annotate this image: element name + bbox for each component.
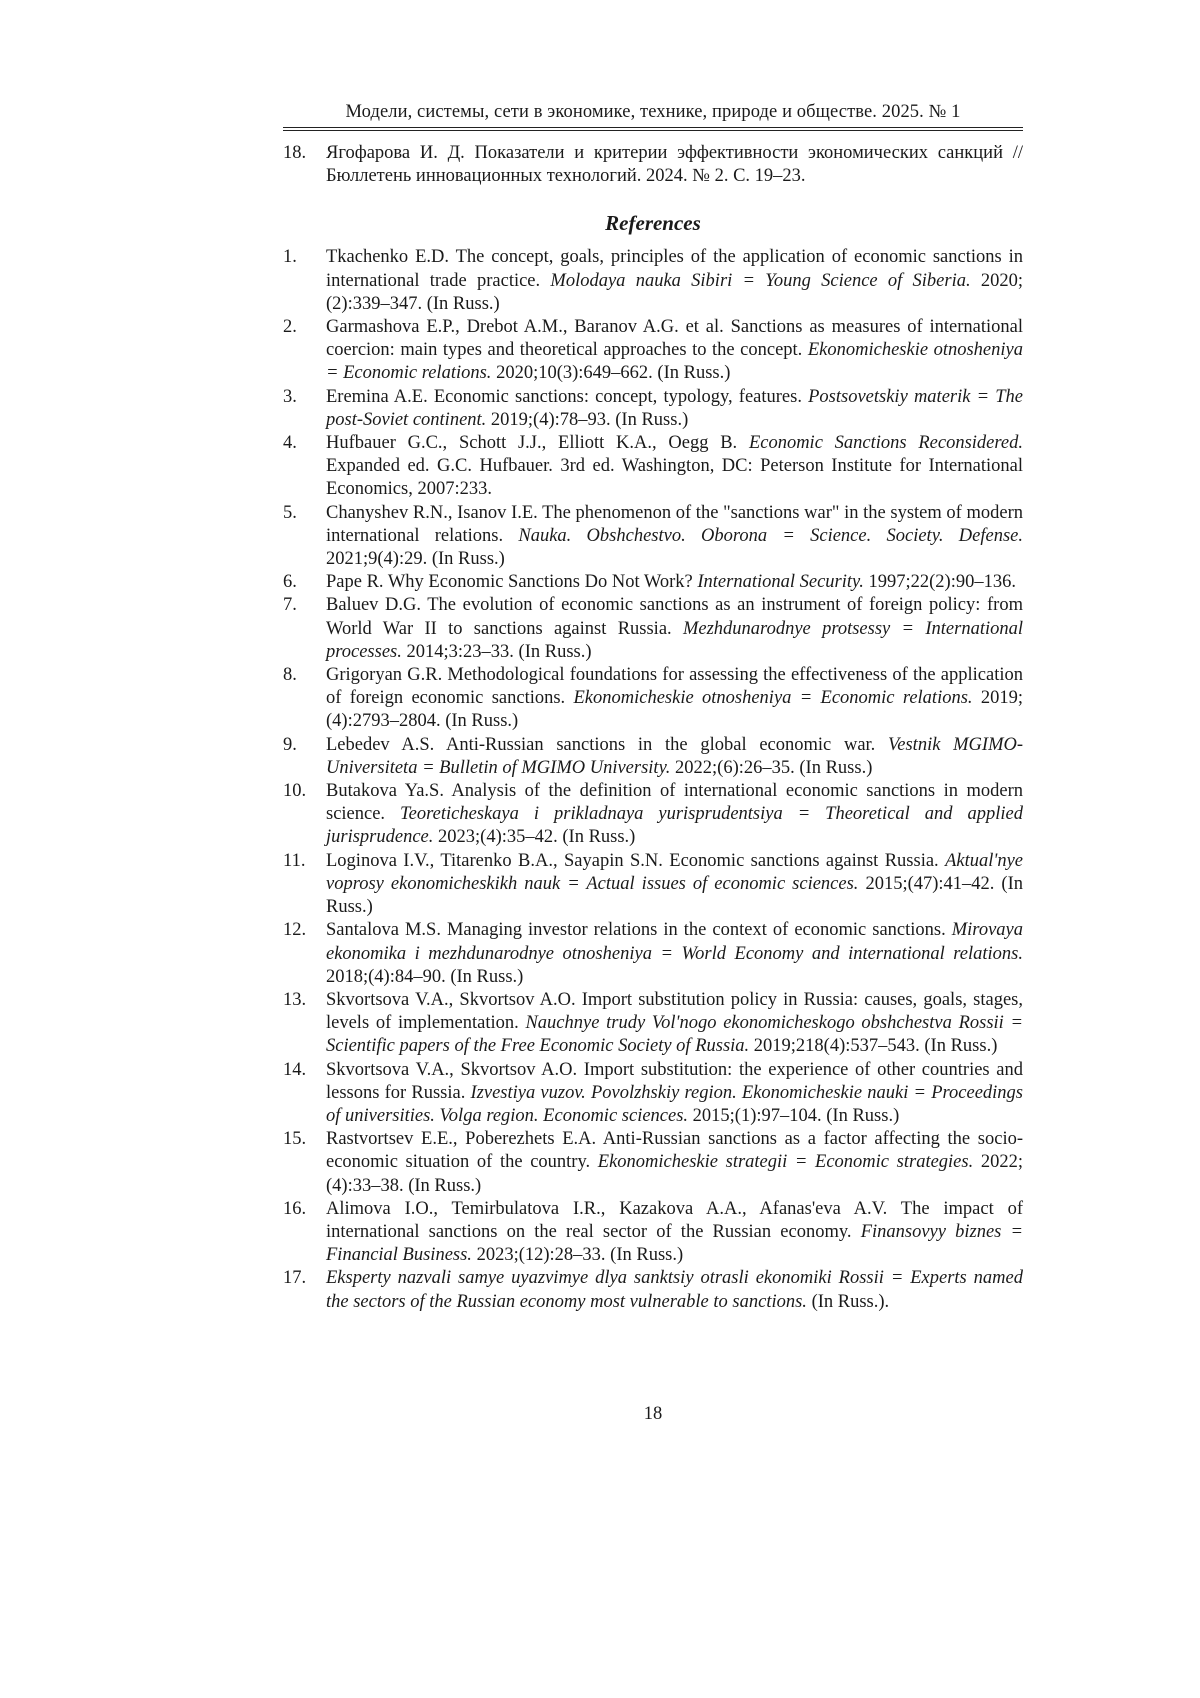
reference-details: 2023;(4):35–42. (In Russ.) [433, 827, 636, 848]
reference-details: 2015;(1):97–104. (In Russ.) [688, 1105, 900, 1126]
reference-number: 8. [283, 665, 297, 686]
reference-number: 3. [283, 386, 297, 407]
reference-authors-title: Lebedev A.S. Anti-Russian sanctions in the global economic war. [326, 734, 889, 755]
reference-source: Ekonomicheskie strategii = Economic strategies. [597, 1152, 974, 1173]
reference-text [326, 1268, 1023, 1311]
reference-source: Izvestiya vuzov. Povolzhskiy region. Ekonomicheskie nauki = Proceedings of universities. Volga region. Economic sciences. [326, 1082, 1023, 1126]
reference-text [326, 433, 1023, 499]
reference-authors-title: Pape R. Why Economic Sanctions Do Not Work? [326, 572, 698, 593]
reference-item [283, 1128, 1023, 1198]
reference-number: 13. [283, 989, 307, 1010]
reference-authors-title: Rastvortsev E.E., Poberezhets E.A. Anti-Russian sanctions as a factor affecting the socio-economic situation of the country. [326, 1129, 1023, 1173]
reference-text [326, 665, 1023, 731]
reference-text [326, 595, 1023, 661]
reference-authors-title: Eremina A.E. Economic sanctions: concept, typology, features. [326, 386, 809, 407]
reference-details: 2019;(4):78–93. (In Russ.) [486, 409, 689, 430]
reference-source: Aktual'nye voprosy ekonomicheskikh nauk = Actual issues of economic sciences. [326, 850, 1023, 894]
reference-item [283, 989, 1023, 1059]
reference-item [283, 1267, 1023, 1313]
page-number: 18 [643, 1404, 663, 1424]
running-header: Модели, системы, сети в экономике, технике, природе и обществе. 2025. № 1 [345, 102, 961, 122]
reference-details: 2015;(47):41–42. (In Russ.) [326, 873, 1023, 918]
reference-details: 2020;10(3):649–662. (In Russ.) [491, 363, 731, 384]
reference-text [326, 1199, 1023, 1265]
reference-authors-title: Tkachenko E.D. The concept, goals, principles of the application of economic sanctions in international trade practice. [326, 247, 1023, 291]
reference-source: Vestnik MGIMO-Universiteta = Bulletin of MGIMO University. [326, 734, 1024, 778]
reference-source: Ekonomicheskie otnosheniya = Economic relations. [326, 340, 1023, 384]
reference-number: 1. [283, 247, 297, 268]
reference-item [283, 850, 1023, 920]
reference-number: 6. [283, 572, 297, 593]
reference-item [283, 1198, 1023, 1268]
reference-item [283, 502, 1023, 572]
reference-number: 7. [283, 595, 297, 616]
reference-source: Ekonomicheskie otnosheniya = Economic relations. [573, 688, 973, 709]
reference-number: 9. [283, 734, 297, 755]
reference-number: 11. [283, 850, 306, 871]
reference-item [283, 432, 1023, 502]
russian-reference-list [283, 142, 1023, 188]
reference-text [326, 920, 1023, 986]
reference-item [283, 664, 1023, 734]
reference-source: Eksperty nazvali samye uyazvimye dlya sanktsiy otrasli ekonomiki Rossii = Experts named the sectors of the Russian economy most vulnerable to sanctions. [326, 1268, 1023, 1312]
reference-item [283, 919, 1023, 989]
english-reference-list [283, 246, 1023, 1313]
reference-number: 18. [283, 143, 307, 163]
reference-source: Postsovetskiy materik = The post-Soviet continent. [326, 386, 1023, 430]
reference-details: 2020;(2):339–347. (In Russ.) [326, 270, 1024, 314]
page-content [283, 142, 1023, 1314]
reference-authors-title: Loginova I.V., Titarenko B.A., Sayapin S.N. Economic sanctions against Russia. [326, 850, 946, 871]
references-heading: References [605, 211, 701, 236]
reference-item [283, 246, 1023, 316]
reference-item [283, 386, 1023, 432]
reference-text [326, 781, 1023, 847]
reference-details: 2019;(4):2793–2804. (In Russ.) [326, 688, 1024, 732]
reference-item [283, 780, 1023, 850]
header-rule [283, 127, 1023, 128]
reference-source: Mezhdunarodnye protsessy = International processes. [326, 618, 1023, 662]
reference-number: 17. [283, 1268, 307, 1289]
reference-number: 14. [283, 1059, 307, 1080]
reference-source: Mirovaya ekonomika i mezhdunarodnye otnosheniya = World Economy and international relations. [326, 920, 1023, 964]
reference-text [326, 317, 1023, 383]
reference-source: Nauchnye trudy Vol'nogo ekonomicheskogo obshchestva Rossii = Scientific papers of the Free Economic Society of Russia. [326, 1013, 1023, 1057]
reference-item [283, 734, 1023, 780]
header-rule-secondary [283, 130, 1023, 131]
reference-text [326, 503, 1023, 569]
reference-details: 1997;22(2):90–136. [863, 572, 1016, 593]
reference-authors-title: Skvortsova V.A., Skvortsov A.O. Import substitution: the experience of other countries and lessons for Russia. [326, 1059, 1023, 1103]
reference-details: Expanded ed. G.C. Hufbauer. 3rd ed. Washington, DC: Peterson Institute for International Economics, 2007:233. [326, 456, 1023, 500]
reference-item [283, 316, 1023, 386]
reference-details: 2014;3:23–33. (In Russ.) [401, 641, 592, 662]
reference-authors-title: Grigoryan G.R. Methodological foundations for assessing the effectiveness of the application of foreign economic sanctions. [326, 665, 1023, 709]
reference-item [283, 594, 1023, 664]
reference-item [283, 571, 1023, 594]
reference-text [326, 572, 1016, 592]
reference-number: 15. [283, 1129, 307, 1150]
reference-authors-title: Skvortsova V.A., Skvortsov A.O. Import substitution policy in Russia: causes, goals, stages, levels of implementation. [326, 989, 1023, 1034]
reference-text [326, 387, 1023, 430]
reference-authors-title: Chanyshev R.N., Isanov I.E. The phenomenon of the "sanctions war" in the system of modern international relations. [326, 502, 1023, 546]
reference-authors-title: Baluev D.G. The evolution of economic sanctions as an instrument of foreign policy: from World War II to sanctions against Russia. [326, 595, 1023, 639]
reference-details: 2022;(6):26–35. (In Russ.) [670, 757, 873, 778]
reference-details: 2023;(12):28–33. (In Russ.) [471, 1245, 684, 1266]
reference-number: 4. [283, 433, 297, 454]
reference-authors-title: Alimova I.O., Temirbulatova I.R., Kazakova A.A., Afanas'eva A.V. The impact of international sanctions on the real sector of the Russian economy. [326, 1198, 1023, 1242]
reference-text [326, 1129, 1023, 1195]
reference-authors-title: Garmashova E.P., Drebot A.M., Baranov A.G. et al. Sanctions as measures of international coercion: main types and theoretical approaches to the concept. [326, 317, 1023, 361]
reference-item [283, 142, 1023, 188]
reference-number: 12. [283, 920, 307, 941]
reference-source: Economic Sanctions Reconsidered. [748, 433, 1023, 454]
reference-details: 2021;9(4):29. (In Russ.) [326, 549, 505, 570]
reference-authors-title: Hufbauer G.C., Schott J.J., Elliott K.A., Oegg B. [326, 433, 749, 454]
reference-source: Molodaya nauka Sibiri = Young Science of Siberia. [550, 270, 971, 291]
reference-source: Nauka. Obshchestvo. Oborona = Science. Society. Defense. [518, 525, 1023, 546]
reference-authors-title: Santalova M.S. Managing investor relations in the context of economic sanctions. [326, 920, 952, 941]
reference-authors-title: Butakova Ya.S. Analysis of the definition of international economic sanctions in modern science. [326, 781, 1023, 825]
reference-number: 5. [283, 502, 297, 523]
reference-text [326, 735, 1023, 778]
reference-number: 10. [283, 781, 307, 802]
reference-details: 2022;(4):33–38. (In Russ.) [326, 1152, 1024, 1196]
reference-details: 2018;(4):84–90. (In Russ.) [326, 966, 524, 987]
reference-details: (In Russ.). [806, 1291, 890, 1312]
reference-text [326, 247, 1023, 313]
reference-source: Finansovyy biznes = Financial Business. [326, 1221, 1023, 1266]
reference-details: 2019;218(4):537–543. (In Russ.) [749, 1036, 998, 1057]
reference-item [283, 1059, 1023, 1129]
reference-source: Teoreticheskaya i prikladnaya yurisprudentsiya = Theoretical and applied jurisprudence. [326, 804, 1023, 848]
reference-text: Ягофарова И. Д. Показатели и критерии эффективности экономических санкций // Бюллетень инновационных технологий. 2024. № 2. С. 19–23. [326, 143, 1023, 187]
reference-text [326, 851, 1023, 917]
reference-text [326, 990, 1023, 1056]
reference-text [326, 1060, 1023, 1126]
reference-source: International Security. [697, 572, 864, 593]
reference-number: 16. [283, 1198, 307, 1219]
reference-number: 2. [283, 317, 297, 338]
